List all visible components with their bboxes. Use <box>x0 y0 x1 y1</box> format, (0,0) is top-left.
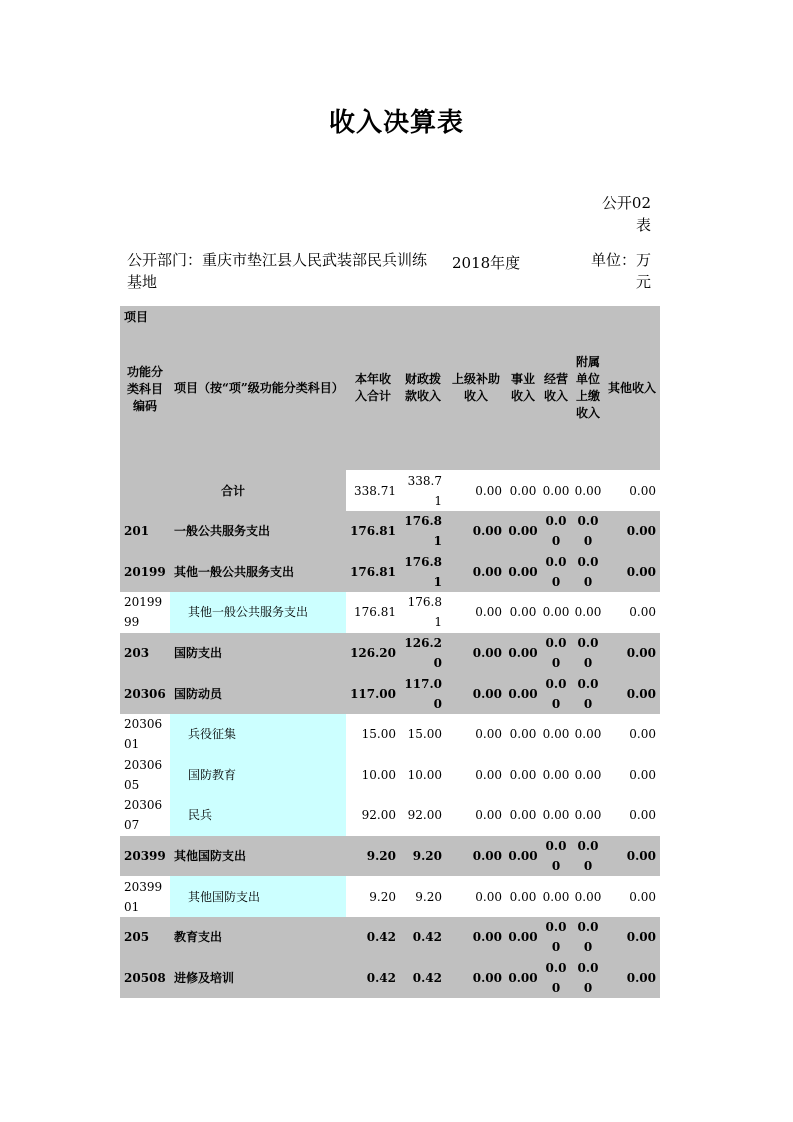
row-total: 15.00 <box>361 727 396 742</box>
row-total: 92.00 <box>361 808 396 823</box>
row-other: 0.00 <box>604 836 660 877</box>
row-subsidy: 0.00 <box>446 511 506 552</box>
header-row <box>120 306 660 470</box>
header-total: 本年收入合计 <box>346 306 400 470</box>
row-fiscal: 92.00 <box>407 808 442 823</box>
page-title: 收入决算表 <box>328 108 464 138</box>
row-name: 国防动员 <box>170 673 346 714</box>
header-subsidy: 上级补助收入 <box>446 306 506 470</box>
row-total: 126.20 <box>346 633 400 674</box>
row-name: 进修及培训 <box>170 958 346 999</box>
row-business: 0.00 <box>506 633 540 674</box>
header-operation: 经营收入 <box>540 306 572 470</box>
row-business: 0.00 <box>509 605 537 620</box>
row-business: 0.00 <box>506 511 540 552</box>
row-affiliated: 0.00 <box>572 633 604 674</box>
row-other: 0.00 <box>629 767 656 782</box>
row-operation: 0.00 <box>540 958 572 999</box>
row-affiliated: 0.00 <box>574 808 602 823</box>
row-subsidy: 0.00 <box>475 808 502 823</box>
table-row <box>120 958 660 999</box>
row-business: 0.00 <box>506 552 540 593</box>
row-fiscal: 9.20 <box>400 836 446 877</box>
row-total: 176.81 <box>346 511 400 552</box>
row-operation: 0.00 <box>540 917 572 958</box>
row-subsidy: 0.00 <box>446 958 506 999</box>
row-business: 0.00 <box>506 958 540 999</box>
row-total: 9.20 <box>346 836 400 877</box>
row-affiliated: 0.00 <box>574 889 602 904</box>
row-subsidy: 0.00 <box>446 673 506 714</box>
row-subsidy: 0.00 <box>475 727 502 742</box>
row-code: 20508 <box>120 958 170 999</box>
row-operation: 0.00 <box>540 673 572 714</box>
row-code: 2030607 <box>124 798 163 833</box>
row-code: 2030601 <box>124 717 163 752</box>
row-code: 205 <box>120 917 170 958</box>
row-fiscal: 0.42 <box>400 917 446 958</box>
row-other: 0.00 <box>604 673 660 714</box>
row-total: 176.81 <box>354 605 396 620</box>
row-name: 一般公共服务支出 <box>170 511 346 552</box>
table-row <box>120 552 660 593</box>
total-subsidy: 0.00 <box>475 483 502 498</box>
table-row <box>120 511 660 552</box>
row-business: 0.00 <box>509 727 537 742</box>
total-business: 0.00 <box>509 483 537 498</box>
fiscal-year: 2018年度 <box>452 254 521 272</box>
row-affiliated: 0.00 <box>572 958 604 999</box>
row-name: 民兵 <box>170 795 346 836</box>
table-row <box>120 795 660 836</box>
table-row <box>120 836 660 877</box>
row-fiscal: 126.20 <box>400 633 446 674</box>
row-fiscal: 176.81 <box>400 511 446 552</box>
row-total: 0.42 <box>346 917 400 958</box>
table-row <box>120 673 660 714</box>
row-name: 国防教育 <box>170 755 346 796</box>
table-row <box>120 876 660 917</box>
row-other: 0.00 <box>629 605 656 620</box>
row-fiscal: 10.00 <box>407 767 442 782</box>
total-other: 0.00 <box>629 483 656 498</box>
row-other: 0.00 <box>629 727 656 742</box>
row-subsidy: 0.00 <box>446 836 506 877</box>
row-name: 教育支出 <box>170 917 346 958</box>
row-fiscal: 176.81 <box>407 595 442 630</box>
total-operation: 0.00 <box>542 483 570 498</box>
row-operation: 0.00 <box>542 808 570 823</box>
total-fiscal: 338.71 <box>407 473 442 508</box>
row-code: 20399 <box>120 836 170 877</box>
row-business: 0.00 <box>509 889 537 904</box>
row-fiscal: 176.81 <box>400 552 446 593</box>
row-subsidy: 0.00 <box>446 633 506 674</box>
row-other: 0.00 <box>604 958 660 999</box>
unit-label: 单位：万元 <box>590 251 651 291</box>
row-total: 117.00 <box>346 673 400 714</box>
row-code: 2019999 <box>124 595 163 630</box>
row-subsidy: 0.00 <box>446 552 506 593</box>
row-code: 2030605 <box>124 757 163 792</box>
table-row <box>120 755 660 796</box>
row-total: 9.20 <box>369 889 396 904</box>
total-total: 338.71 <box>354 483 396 498</box>
header-affiliated: 附属单位上缴收入 <box>572 306 604 470</box>
row-affiliated: 0.00 <box>572 673 604 714</box>
table-row <box>120 917 660 958</box>
row-affiliated: 0.00 <box>572 552 604 593</box>
row-other: 0.00 <box>629 889 656 904</box>
row-fiscal: 9.20 <box>415 889 442 904</box>
row-business: 0.00 <box>506 673 540 714</box>
row-operation: 0.00 <box>542 605 570 620</box>
row-affiliated: 0.00 <box>572 511 604 552</box>
header-project: 项目 <box>124 310 149 324</box>
row-business: 0.00 <box>509 808 537 823</box>
row-business: 0.00 <box>506 917 540 958</box>
row-other: 0.00 <box>604 552 660 593</box>
header-other: 其他收入 <box>604 306 660 470</box>
row-total: 176.81 <box>346 552 400 593</box>
row-total: 0.42 <box>346 958 400 999</box>
row-affiliated: 0.00 <box>574 767 602 782</box>
row-subsidy: 0.00 <box>475 605 502 620</box>
row-name: 其他一般公共服务支出 <box>170 592 346 633</box>
total-label: 合计 <box>120 470 346 511</box>
total-row <box>120 470 660 511</box>
row-operation: 0.00 <box>540 511 572 552</box>
row-affiliated: 0.00 <box>574 727 602 742</box>
form-number: 公开02表 <box>601 194 651 234</box>
row-other: 0.00 <box>604 633 660 674</box>
row-business: 0.00 <box>509 767 537 782</box>
row-code: 20199 <box>120 552 170 593</box>
row-affiliated: 0.00 <box>574 605 602 620</box>
table-row <box>120 592 660 633</box>
row-total: 10.00 <box>361 767 396 782</box>
header-name: 项目（按“项”级功能分类科目） <box>170 306 346 470</box>
row-operation: 0.00 <box>542 727 570 742</box>
row-operation: 0.00 <box>540 836 572 877</box>
row-name: 其他国防支出 <box>170 876 346 917</box>
row-other: 0.00 <box>629 808 656 823</box>
row-affiliated: 0.00 <box>572 836 604 877</box>
row-code: 203 <box>120 633 170 674</box>
row-subsidy: 0.00 <box>475 889 502 904</box>
row-operation: 0.00 <box>542 767 570 782</box>
row-code: 201 <box>120 511 170 552</box>
row-code: 2039901 <box>124 879 163 914</box>
row-name: 兵役征集 <box>170 714 346 755</box>
header-code <box>120 306 170 470</box>
row-fiscal: 117.00 <box>400 673 446 714</box>
row-subsidy: 0.00 <box>446 917 506 958</box>
table-row <box>120 714 660 755</box>
row-name: 其他一般公共服务支出 <box>170 552 346 593</box>
row-code: 20306 <box>120 673 170 714</box>
row-operation: 0.00 <box>542 889 570 904</box>
row-operation: 0.00 <box>540 552 572 593</box>
row-business: 0.00 <box>506 836 540 877</box>
row-fiscal: 0.42 <box>400 958 446 999</box>
header-code-label: 功能分类科目编码 <box>126 365 163 413</box>
table-row <box>120 633 660 674</box>
row-operation: 0.00 <box>540 633 572 674</box>
income-table <box>120 306 660 998</box>
header-fiscal: 财政拨款收入 <box>400 306 446 470</box>
header-business: 事业收入 <box>506 306 540 470</box>
row-fiscal: 15.00 <box>407 727 442 742</box>
row-name: 国防支出 <box>170 633 346 674</box>
row-other: 0.00 <box>604 917 660 958</box>
row-other: 0.00 <box>604 511 660 552</box>
row-affiliated: 0.00 <box>572 917 604 958</box>
row-name: 其他国防支出 <box>170 836 346 877</box>
row-subsidy: 0.00 <box>475 767 502 782</box>
total-affiliated: 0.00 <box>574 483 602 498</box>
department-label: 公开部门：重庆市垫江县人民武装部民兵训练基地 <box>127 251 428 291</box>
